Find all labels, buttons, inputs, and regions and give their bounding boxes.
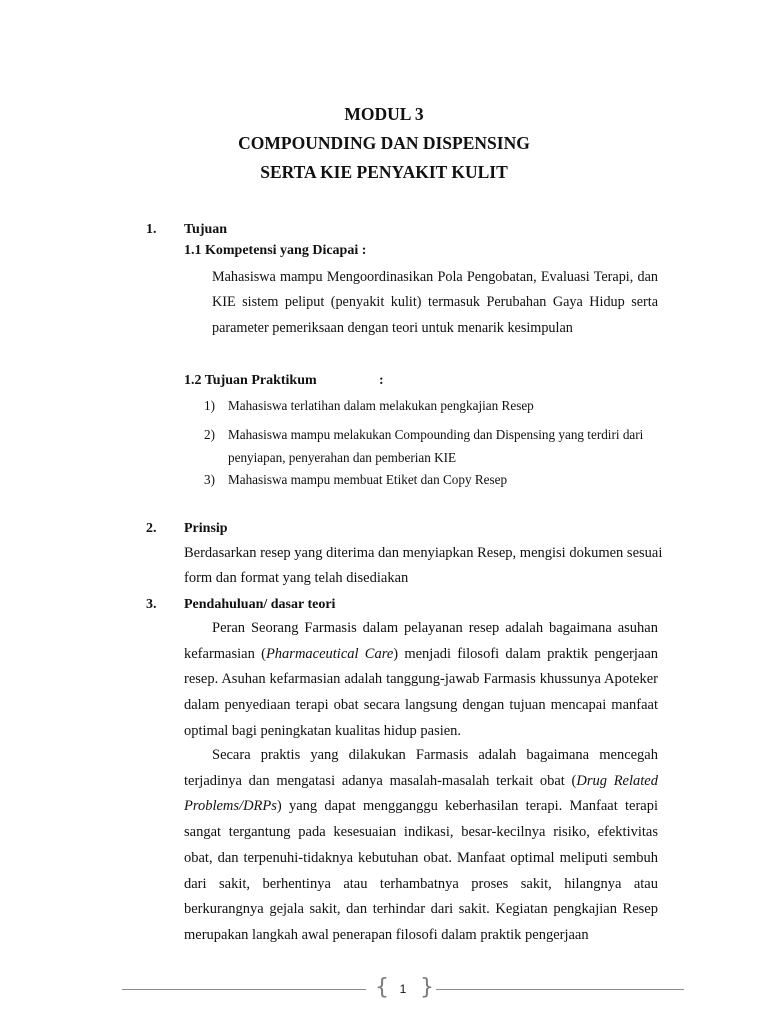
competency-text: Mahasiswa mampu Mengoordinasikan Pola Pengobatan, Evaluasi Terapi, dan KIE sistem peliput (penyakit kulit) termasuk Perubahan Gaya Hidup serta parameter pemeriksaan dengan teori untuk menarik kesimpulan bbox=[212, 269, 658, 336]
list-item-number: 3) bbox=[204, 472, 215, 487]
title-line-1: MODUL 3 bbox=[344, 104, 424, 124]
section-1-title: Tujuan bbox=[184, 222, 228, 237]
page-number: 1 bbox=[399, 982, 407, 996]
theory-p1-text-b: ) menjadi filosofi dalam praktik pengerjaan resep. Asuhan kefarmasian adalah tanggung-jawab Farmasis khussunya Apoteker dalam penyediaan terapi obat secara langsung dengan tujuan mencapai manfaat optimal bagi peningkatan kualitas hidup pasien. bbox=[184, 645, 659, 739]
list-item-text: Mahasiswa mampu melakukan Compounding dan Dispensing yang terdiri dari penyiapan, penyerahan dan pemberian KIE bbox=[228, 427, 644, 465]
list-item bbox=[204, 423, 664, 469]
module-title bbox=[0, 100, 768, 187]
section-2-title: Prinsip bbox=[184, 521, 228, 536]
practicum-goals-colon: : bbox=[379, 373, 384, 388]
footer-rule-left bbox=[122, 989, 366, 990]
theory-p2-text-b: ) yang dapat mengganggu keberhasilan terapi. Manfaat terapi sangat tergantung pada kesesuaian indikasi, besar-kecilnya risiko, efektivitas obat, dan terpenuhi-tidaknya kebutuhan obat. Manfaat optimal meliputi sembuh dari sakit, berhentinya atau terhambatnya proses sakit, hilangnya atau berkurangnya gejala sakit, dan terhindar dari sakit. Kegiatan pengkajian Resep merupakan langkah awal penerapan filosofi dalam praktik pengerjaan bbox=[184, 798, 658, 943]
section-2-number: 2. bbox=[146, 521, 157, 536]
practicum-goals-heading: 1.2 Tujuan Praktikum bbox=[184, 373, 317, 388]
title-line-3: SERTA KIE PENYAKIT KULIT bbox=[260, 162, 508, 182]
section-3-title: Pendahuluan/ dasar teori bbox=[184, 597, 336, 612]
right-brace-icon: } bbox=[420, 975, 434, 1000]
competency-heading: 1.1 Kompetensi yang Dicapai : bbox=[184, 243, 367, 258]
theory-p2-italic: Drug Related Problems/DRPs bbox=[184, 772, 658, 815]
footer-rule-right bbox=[436, 989, 684, 990]
section-3-number: 3. bbox=[146, 597, 157, 612]
list-item-number: 2) bbox=[204, 427, 215, 442]
theory-p1-italic: Pharmaceutical Care bbox=[265, 645, 394, 662]
theory-paragraph-1 bbox=[184, 616, 658, 745]
theory-paragraph-2 bbox=[184, 743, 658, 949]
list-item-number: 1) bbox=[204, 398, 215, 413]
list-item bbox=[204, 472, 664, 488]
theory-p1-text-a: Peran Seorang Farmasis dalam pelayanan resep adalah bagaimana asuhan kefarmasian ( bbox=[184, 620, 658, 662]
section-1-number: 1. bbox=[146, 222, 157, 237]
left-brace-icon: { bbox=[375, 975, 389, 1000]
title-line-2: COMPOUNDING DAN DISPENSING bbox=[238, 133, 530, 153]
theory-p2-text-a: Secara praktis yang dilakukan Farmasis adalah bagaimana mencegah terjadinya dan mengatasi adanya masalah-masalah terkait obat ( bbox=[184, 747, 658, 789]
list-item-text: Mahasiswa terlatihan dalam melakukan pengkajian Resep bbox=[228, 398, 534, 413]
list-item bbox=[204, 398, 664, 414]
principle-text: Berdasarkan resep yang diterima dan menyiapkan Resep, mengisi dokumen sesuai form dan format yang telah disediakan bbox=[184, 545, 663, 586]
list-item-text: Mahasiswa mampu membuat Etiket dan Copy Resep bbox=[228, 472, 508, 487]
